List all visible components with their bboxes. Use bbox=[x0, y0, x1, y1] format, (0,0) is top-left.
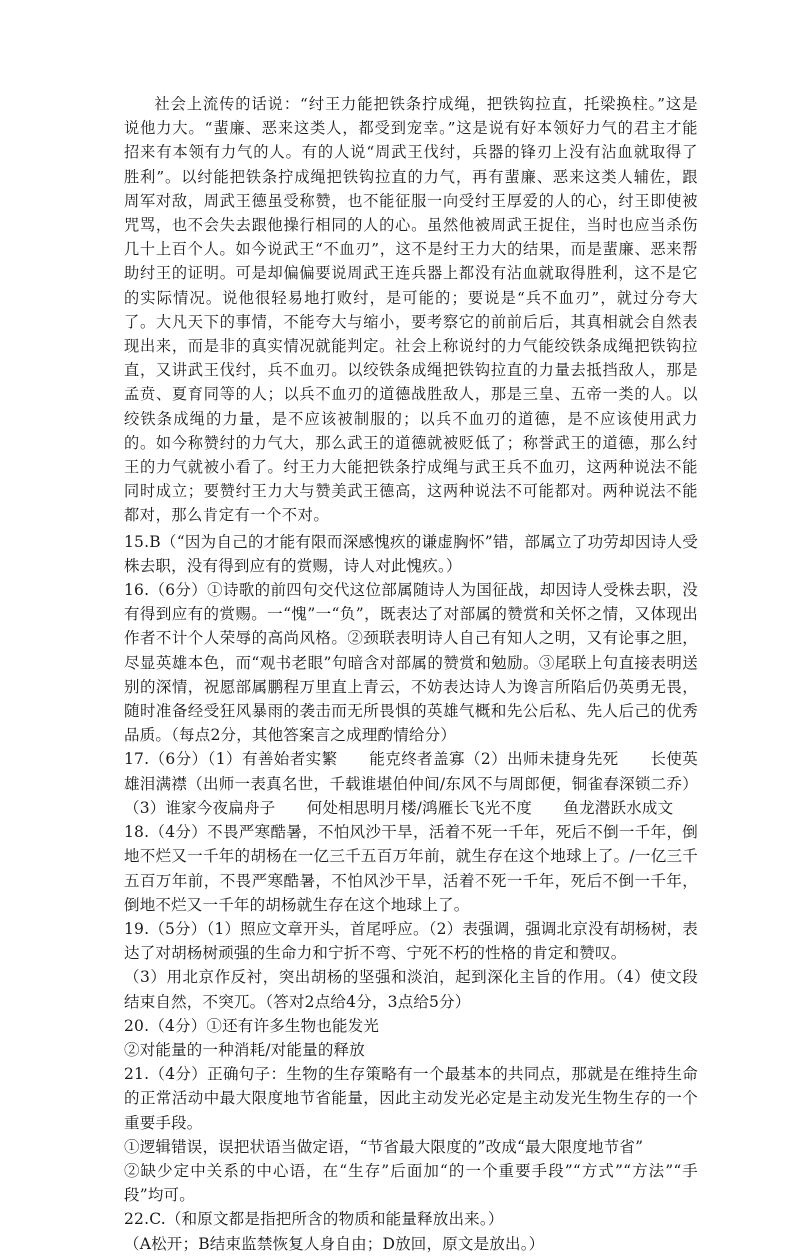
translation-paragraph: 社会上流传的话说：“纣王力能把铁条拧成绳，把铁钩拉直，托梁换柱。”这是说他力大。“蜚廉、恶来这类人，都受到宠幸。”这是说有好本领好力气的君主才能招来有本领有力气的人。有的人说“周武王伐纣，兵器的锋刃上没有沾血就取得了胜利”。以纣能把铁条拧成绳把铁钩拉直的力气，再有蜚廉、恶来这类人辅佐，跟周军对敌，周武王德虽受称赞，也不能征服一向受纣王厚爱的人的心，纣王即使被咒骂，也不会失去跟他操行相同的人的心。虽然他被周武王捉住，当时也应当杀伤几十上百个人。如今说武王“不血刃”，这不是纣王力大的结果，而是蜚廉、恶来帮助纣王的证明。可是却偏偏要说周武王连兵器上都没有沾血就取得胜利，这不是它的实际情况。说他很轻易地打败纣，是可能的；要说是“兵不血刃”，就过分夸大了。大凡天下的事情，不能夸大与缩小，要考察它的前前后后，其真相就会自然表现出来，而是非的真实情况就能判定。社会上称说纣的力气能绞铁条成绳把铁钩拉直，又讲武王伐纣，兵不血刃。以绞铁条成绳把铁钩拉直的力量去抵挡敌人，那是孟贲、夏育同等的人；以兵不血刃的道德战胜敌人，那是三皇、五帝一类的人。以绞铁条成绳的力量，是不应该被制服的；以兵不血刃的道德，是不应该使用武力的。如今称赞纣的力气大，那么武王的道德就被贬低了；称誉武王的道德，那么纣王的力气就被小看了。纣王力大能把铁条拧成绳与武王兵不血刃，这两种说法不能同时成立；要赞纣王力大与赞美武王德高，这两种说法不可能都对。两种说法不能都对，那么肯定有一个不对。 bbox=[124, 95, 698, 525]
answer-21-line2: ①逻辑错误，误把状语当做定语，“节省最大限度的”改成“最大限度地节省” bbox=[124, 1137, 644, 1156]
answer-18: 18.（4分）不畏严寒酷暑，不怕风沙干旱，活着不死一千年，死后不倒一千年，倒地不烂又一千年的胡杨在一亿三千五百万年前，就生存在这个地球上了。/一亿三千五百万年前，不畏严寒酷暑，不怕风沙干旱，活着不死一千年，死后不倒一千年，倒地不烂又一千年的胡杨就生存在这个地球上了。 bbox=[124, 823, 698, 914]
answer-17: 17.（6分）（1）有善始者实繁 能克终者盖寡（2）出师未捷身先死 长使英雄泪满襟（出师一表真名世，千载谁堪伯仲间/东风不与周郎便，铜雀春深锁二乔）（3）谁家今夜扁舟子 何处相思明月楼/鸿雁长飞光不度 鱼龙潜跃水成文 bbox=[124, 750, 698, 817]
answer-21-line1: 21.（4分）正确句子：生物的生存策略有一个最基本的共同点，那就是在维持生命的正常活动中最大限度地节省能量，因此主动发光必定是主动发光生物生存的一个重要手段。 bbox=[124, 1065, 698, 1132]
answer-19-part1: 19.（5分）（1）照应文章开头，首尾呼应。（2）表强调，强调北京没有胡杨树，表达了对胡杨树顽强的生命力和宁折不弯、宁死不朽的性格的肯定和赞叹。 bbox=[124, 919, 698, 963]
answer-22-line2: （A松开；B结束监禁恢复人身自由；D放回，原文是放出。） bbox=[124, 1234, 545, 1253]
answer-15: 15.B（“因为自己的才能有限而深感愧疚的谦虚胸怀”错，部属立了功劳却因诗人受株去职，没有得到应有的赏赐，诗人对此愧疚。） bbox=[124, 532, 698, 575]
answer-16: 16.（6分）①诗歌的前四句交代这位部属随诗人为国征战，却因诗人受株去职，没有得到应有的赏赐。一“愧”一“负”，既表达了对部属的赞赏和关怀之情，又体现出作者不计个人荣辱的高尚风格。②颈联表明诗人自己有知人之明，又有论事之胆，尽显英雄本色，而“观书老眼”句暗含对部属的赞赏和勉励。③尾联上句直接表明送别的深情，祝愿部属鹏程万里直上青云，不妨表达诗人为谗言所陷后仍英勇无畏，随时准备经受狂风暴雨的袭击而无所畏惧的英雄气概和先公后私、先人后己的优秀品质。（每点2分，其他答案言之成理酌情给分） bbox=[124, 581, 698, 745]
answer-20-line1: 20.（4分）①还有许多生物也能发光 bbox=[124, 1016, 380, 1035]
answer-22-line1: 22.C.（和原文都是指把所含的物质和能量释放出来。） bbox=[124, 1210, 504, 1229]
answer-20-line2: ②对能量的一种消耗/对能量的释放 bbox=[124, 1040, 365, 1059]
answer-19-part2: （3）用北京作反衬，突出胡杨的坚强和淡泊，起到深化主旨的作用。（4）使文段结束自然，不突兀。（答对2点给4分，3点给5分） bbox=[124, 968, 698, 1011]
answer-21-line3: ②缺少定中关系的中心语，在“生存”后面加“的一个重要手段”“方式”“方法”“手段”均可。 bbox=[124, 1161, 698, 1205]
